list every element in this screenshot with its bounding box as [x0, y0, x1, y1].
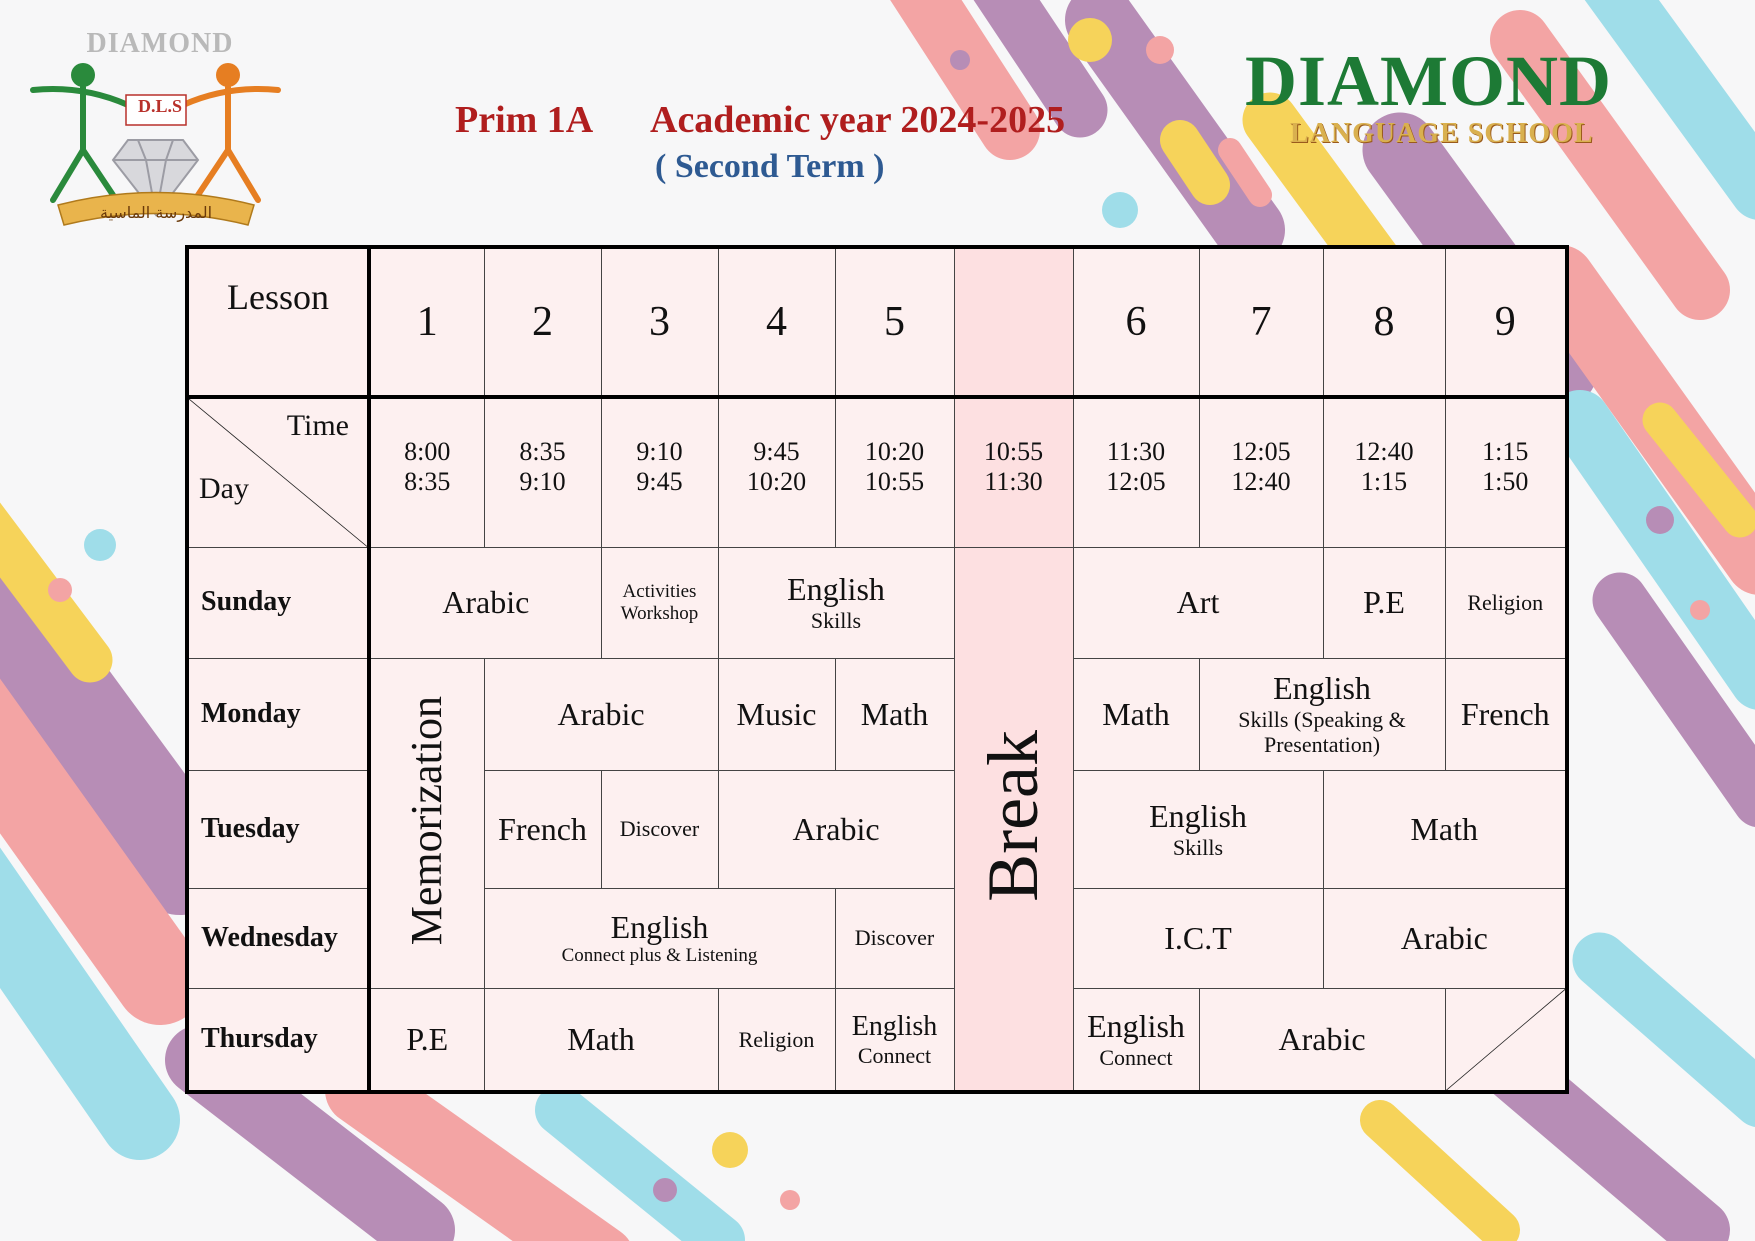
time-slot: 8:00 8:35	[369, 397, 484, 547]
subject-cell: Math	[1073, 658, 1199, 770]
academic-year-title: Academic year 2024-2025	[650, 99, 1066, 141]
logo-top-text: DIAMOND	[86, 28, 234, 59]
day-row-sunday	[187, 547, 1567, 658]
term-title: ( Second Term )	[655, 148, 885, 185]
subject-cell: Arabic	[369, 547, 601, 658]
lesson-label: Lesson	[227, 277, 329, 317]
subject-cell: Religion	[718, 988, 835, 1092]
subject-cell: Math	[1323, 770, 1567, 888]
time-slot: 10:20 10:55	[835, 397, 954, 547]
time-slot: 1:15 1:50	[1445, 397, 1567, 547]
time-slot: 9:45 10:20	[718, 397, 835, 547]
subject-cell: English Skills (Speaking & Presentation)	[1199, 658, 1445, 770]
time-slot: 12:05 12:40	[1199, 397, 1323, 547]
empty-slot-cell	[1445, 988, 1567, 1092]
break-label: Break	[973, 730, 1054, 903]
lesson-number: 2	[484, 247, 601, 397]
school-logo	[28, 30, 288, 240]
logo-badge-text: D.L.S	[137, 96, 182, 116]
time-slot: 11:30 12:05	[1073, 397, 1199, 547]
lesson-number: 9	[1445, 247, 1567, 397]
day-name: Thursday	[187, 988, 369, 1092]
lesson-number: 3	[601, 247, 718, 397]
brand-subtitle: LANGUAGE SCHOOL	[1290, 118, 1594, 149]
break-time-slot: 10:55 11:30	[954, 397, 1073, 547]
time-day-corner-cell	[187, 397, 369, 547]
day-name: Tuesday	[187, 770, 369, 888]
day-label: Day	[199, 472, 249, 505]
time-slot: 12:40 1:15	[1323, 397, 1445, 547]
subject-cell: Discover	[601, 770, 718, 888]
subject-cell: English Connect	[1073, 988, 1199, 1092]
brand-name: DIAMOND	[1245, 41, 1612, 121]
lesson-number: 8	[1323, 247, 1445, 397]
subject-cell: P.E	[1323, 547, 1445, 658]
subject-cell: Activities Workshop	[601, 547, 718, 658]
diagonal-divider	[1446, 989, 1566, 1091]
subject-cell: Arabic	[484, 658, 718, 770]
subject-cell: Religion	[1445, 547, 1567, 658]
day-name: Monday	[187, 658, 369, 770]
subject-cell: English Skills	[1073, 770, 1323, 888]
memorization-cell: Memorization	[369, 658, 484, 988]
class-title: Prim 1A	[455, 99, 594, 141]
subject-cell: Music	[718, 658, 835, 770]
lesson-header-row	[187, 247, 1567, 397]
subject-cell: P.E	[369, 988, 484, 1092]
subject-cell: I.C.T	[1073, 888, 1323, 988]
lesson-number: 5	[835, 247, 954, 397]
subject-cell: English Connect plus & Listening	[484, 888, 835, 988]
lesson-number: 7	[1199, 247, 1323, 397]
logo-ribbon-text: المدرسة الماسية	[99, 203, 213, 222]
subject-cell: English Connect	[835, 988, 954, 1092]
subject-cell: Math	[484, 988, 718, 1092]
time-label: Time	[286, 409, 349, 442]
time-slot: 8:35 9:10	[484, 397, 601, 547]
subject-cell: Math	[835, 658, 954, 770]
subject-cell: Arabic	[1199, 988, 1445, 1092]
day-name: Wednesday	[187, 888, 369, 988]
day-name: Sunday	[187, 547, 369, 658]
day-row-thursday	[187, 988, 1567, 1092]
subject-cell: English Skills	[718, 547, 954, 658]
subject-cell: Arabic	[718, 770, 954, 888]
lesson-number: 4	[718, 247, 835, 397]
subject-cell: Discover	[835, 888, 954, 988]
lesson-header-cell	[187, 247, 369, 397]
timetable	[185, 245, 1569, 1094]
subject-cell: Art	[1073, 547, 1323, 658]
break-header-cell	[954, 247, 1073, 397]
subject-cell: French	[1445, 658, 1567, 770]
day-row-monday	[187, 658, 1567, 770]
break-column	[954, 547, 1073, 1092]
lesson-number: 1	[369, 247, 484, 397]
time-slot: 9:10 9:45	[601, 397, 718, 547]
subject-cell: Arabic	[1323, 888, 1567, 988]
time-row	[187, 397, 1567, 547]
lesson-number: 6	[1073, 247, 1199, 397]
subject-cell: French	[484, 770, 601, 888]
